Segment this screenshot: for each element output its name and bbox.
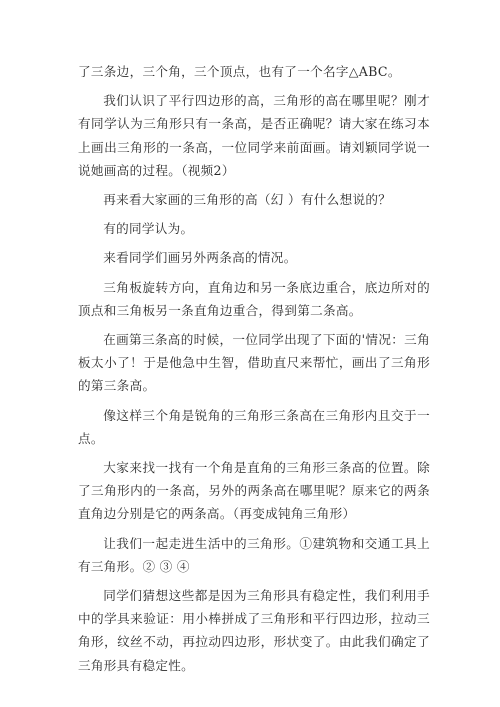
paragraph: 再来看大家画的三角形的高（幻 ）有什么想说的？ — [103, 192, 392, 208]
paragraph: 来看同学们画另外两条高的情况。 — [103, 250, 297, 266]
paragraph: 我们认识了平行四边形的高，三角形的高在哪里呢？刚才有同学认为三角形只有一条高，是否正确呢？请大家在练习本上画出三角形的一条高，一位同学来前面画。请刘颖同学说一说她画高的过程。（视频2） — [78, 93, 430, 178]
paragraph: 有的同学认为。 — [103, 221, 194, 237]
document-body — [78, 60, 430, 683]
paragraph: 像这样三个角是锐角的三角形三条高在三角形内且交于一点。 — [78, 407, 430, 446]
paragraph: 大家来找一找有一个角是直角的三角形三条高的位置。除了三角形内的一条高，另外的两条高在哪里呢？原来它的两条直角边分别是它的两条高。（再变成钝角三角形） — [78, 460, 430, 522]
paragraph: 在画第三条高的时候，一位同学出现了下面的'情况：三角板太小了！于是他急中生智，借助直尺来帮忙，画出了三角形的第三条高。 — [78, 332, 430, 394]
paragraph: 了三条边，三个角，三个顶点，也有了一个名字△ABC。 — [78, 64, 401, 79]
paragraph: 让我们一起走进生活中的三角形。①建筑物和交通工具上有三角形。② ③ ④ — [78, 535, 430, 574]
paragraph: 三角板旋转方向，直角边和另一条底边重合，底边所对的顶点和三角板另一条直角边重合，得到第二条高。 — [78, 279, 430, 318]
paragraph: 同学们猜想这些都是因为三角形具有稳定性，我们利用手中的学具来验证：用小棒拼成了三角形和平行四边形，拉动三角形，纹丝不动，再拉动四边形，形状变了。由此我们确定了三角形具有稳定性。 — [78, 588, 430, 673]
